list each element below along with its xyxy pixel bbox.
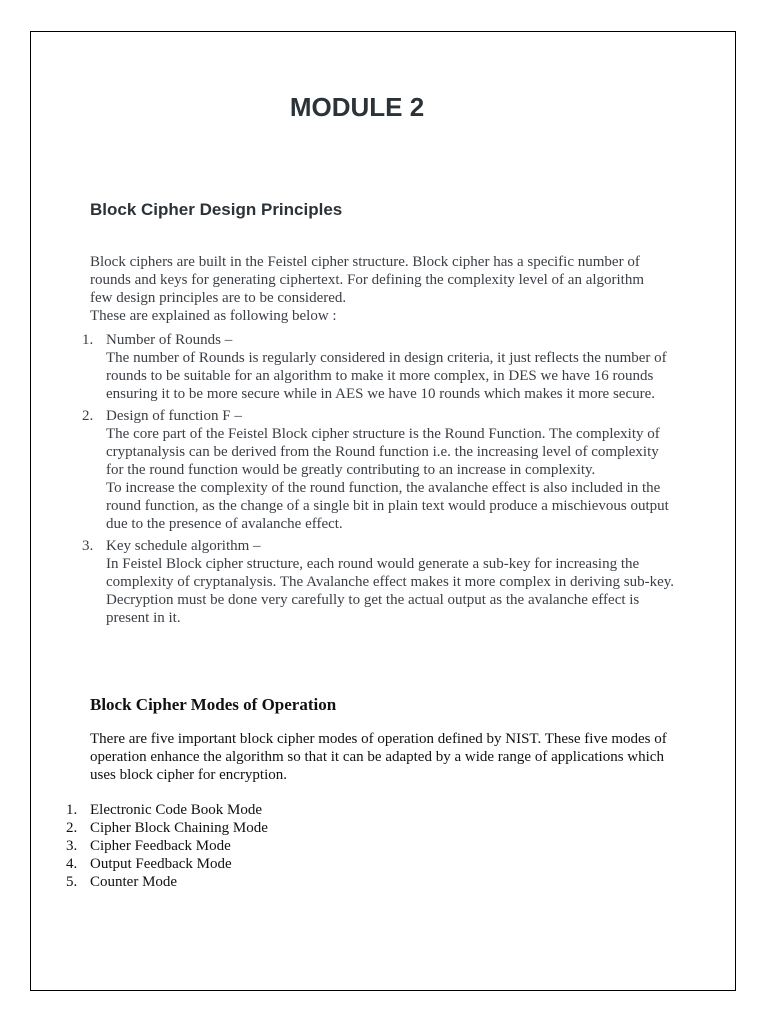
list-number: 2. bbox=[82, 408, 94, 424]
list-item bbox=[66, 819, 268, 837]
list-item-body: The core part of the Feistel Block cipher structure is the Round Function. The complexity of cryptanalysis can be derived from the Round function i.e. the increasing level of complexity for the round function would be greatly contributing to an increase in complexity. bbox=[106, 426, 660, 478]
list-item bbox=[82, 537, 676, 627]
list-number: 4. bbox=[66, 856, 78, 872]
list-item-body: The number of Rounds is regularly considered in design criteria, it just reflects the number of rounds to be suitable for an algorithm to make it more complex, in DES we have 16 rounds ensuring it to be more secure while in AES we have 10 rounds which makes it more secure. bbox=[106, 350, 667, 402]
list-number: 1. bbox=[66, 802, 78, 818]
list-item-title: Number of Rounds – bbox=[106, 332, 233, 348]
mode-label: Cipher Block Chaining Mode bbox=[90, 820, 268, 836]
list-number: 5. bbox=[66, 874, 78, 890]
intro-followup: These are explained as following below : bbox=[90, 308, 337, 324]
mode-label: Counter Mode bbox=[90, 874, 178, 890]
design-principles-list bbox=[82, 331, 676, 631]
intro-paragraph: Block ciphers are built in the Feistel cipher structure. Block cipher has a specific number of rounds and keys for generating ciphertext. For defining the complexity level of an algorithm few design principles are to be considered. bbox=[90, 254, 645, 306]
modes-list bbox=[66, 801, 268, 891]
list-number: 3. bbox=[66, 838, 78, 854]
design-principles-intro bbox=[90, 253, 670, 325]
list-item bbox=[66, 855, 268, 873]
mode-label: Electronic Code Book Mode bbox=[90, 802, 263, 818]
list-number: 2. bbox=[66, 820, 78, 836]
mode-label: Output Feedback Mode bbox=[90, 856, 232, 872]
list-item-title: Key schedule algorithm – bbox=[106, 538, 261, 554]
section-heading-modes: Block Cipher Modes of Operation bbox=[90, 695, 337, 714]
section-heading-design-principles: Block Cipher Design Principles bbox=[90, 200, 343, 219]
list-number: 1. bbox=[82, 332, 94, 348]
list-item bbox=[66, 837, 268, 855]
list-item-title: Design of function F – bbox=[106, 408, 242, 424]
list-item-body: In Feistel Block cipher structure, each round would generate a sub-key for increasing the complexity of cryptanalysis. The Avalanche effect makes it more complex in deriving sub-key. Decryption must be done very carefully to get the actual output as the avalanche effect is present in it. bbox=[106, 556, 675, 626]
modes-intro-paragraph: There are five important block cipher modes of operation defined by NIST. These five modes of operation enhance the algorithm so that it can be adapted by a wide range of applications which uses block cipher for encryption. bbox=[90, 731, 667, 783]
list-item bbox=[66, 801, 268, 819]
list-item bbox=[82, 331, 676, 403]
list-number: 3. bbox=[82, 538, 94, 554]
list-item-body: To increase the complexity of the round function, the avalanche effect is also included in the round function, as the change of a single bit in plain text would produce a mischievous output due to the presence of avalanche effect. bbox=[106, 480, 669, 532]
list-item bbox=[82, 407, 676, 533]
list-item bbox=[66, 873, 268, 891]
mode-label: Cipher Feedback Mode bbox=[90, 838, 231, 854]
page-title: MODULE 2 bbox=[289, 92, 425, 122]
